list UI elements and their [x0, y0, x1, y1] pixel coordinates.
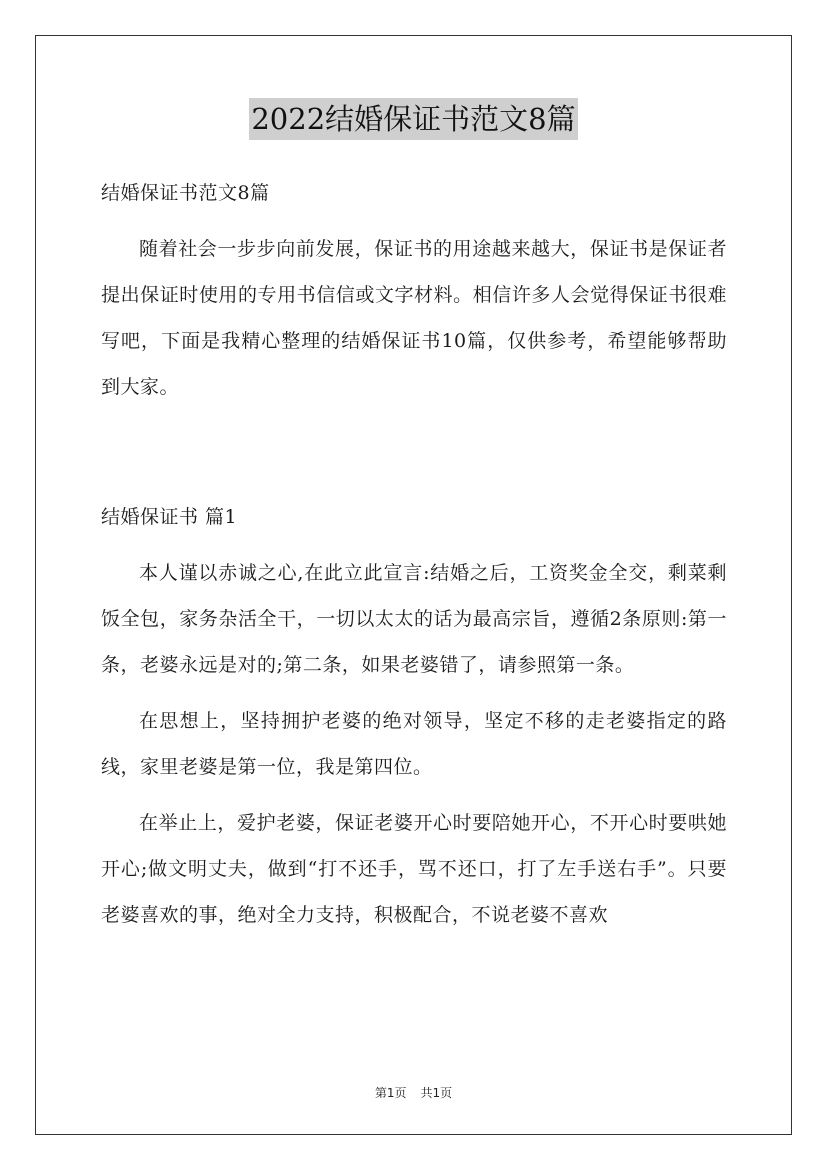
intro-paragraph: 随着社会一步步向前发展，保证书的用途越来越大，保证书是保证者提出保证时使用的专用书信信或文字材料。相信许多人会觉得保证书很难写吧，下面是我精心整理的结婚保证书10篇，仅供参考，希望能够帮助到大家。: [101, 238, 727, 398]
body-paragraph-2: 在思想上，坚持拥护老婆的绝对领导，坚定不移的走老婆指定的路线，家里老婆是第一位，我是第四位。: [101, 710, 727, 778]
title-container: [0, 98, 827, 140]
section-heading: 结婚保证书 篇1: [101, 506, 238, 528]
page-total: 共1页: [420, 1086, 453, 1100]
body-paragraph-1: 本人谨以赤诚之心,在此立此宣言:结婚之后，工资奖金全交，剩菜剩饭全包，家务杂活全干，一切以太太的话为最高宗旨，遵循2条原则:第一条，老婆永远是对的;第二条，如果老婆错了，请参照第一条。: [101, 562, 727, 676]
page-number: 第1页: [374, 1086, 407, 1100]
page-footer: [0, 1084, 827, 1101]
document-body: [101, 170, 727, 938]
page-title: 2022结婚保证书范文8篇: [249, 98, 577, 140]
body-paragraph-3: 在举止上，爱护老婆，保证老婆开心时要陪她开心，不开心时要哄她开心;做文明丈夫，做到“打不还手，骂不还口，打了左手送右手”。只要老婆喜欢的事，绝对全力支持，积极配合，不说老婆不喜欢: [101, 812, 727, 926]
document-subtitle: 结婚保证书范文8篇: [101, 182, 270, 204]
